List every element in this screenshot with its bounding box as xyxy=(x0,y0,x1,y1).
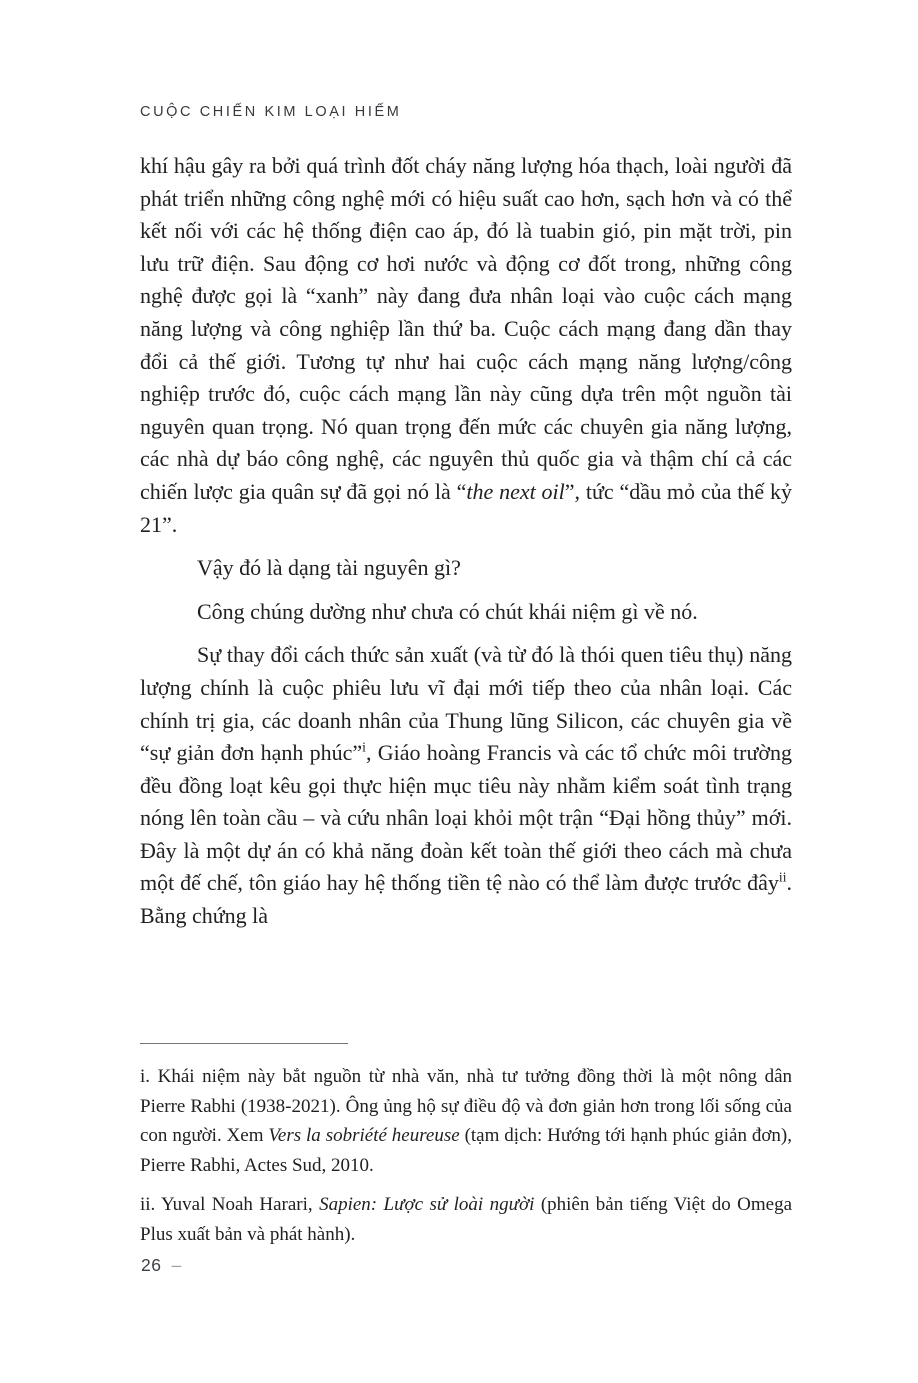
body-paragraph xyxy=(140,552,792,585)
italic-phrase: the next oil xyxy=(466,478,565,504)
body-text-block xyxy=(140,150,792,944)
footnote-item xyxy=(140,1062,792,1180)
page-number-dash: – xyxy=(171,1255,182,1275)
text-run: khí hậu gây ra bởi quá trình đốt cháy năng lượng hóa thạch, loài người đã phát triển những công nghệ mới có hiệu suất cao hơn, sạch hơn và có thể kết nối với các hệ thống điện cao áp, đó là tuabin gió, pin mặt trời, pin lưu trữ điện. Sau động cơ hơi nước và động cơ đốt trong, những công nghệ được gọi là “xanh” này đang đưa nhân loại vào cuộc cách mạng năng lượng và công nghiệp lần thứ ba. Cuộc cách mạng đang dần thay đổi cả thế giới. Tương tự như hai cuộc cách mạng năng lượng/công nghiệp trước đó, cuộc cách mạng lần này cũng dựa trên một nguồn tài nguyên quan trọng. Nó quan trọng đến mức các chuyên gia năng lượng, các nhà dự báo công nghệ, các nguyên thủ quốc gia và thậm chí cả các chiến lược gia quân sự đã gọi nó là “ xyxy=(140,153,792,504)
text-run: (tạm dịch: Hướng tới hạnh phúc giản đơn), Pierre Rabhi, Actes Sud, 2010. xyxy=(140,1125,792,1176)
text-run: i. Khái niệm này bắt nguồn từ nhà văn, nhà tư tưởng đồng thời là một nông dân Pierre Rabhi (1938-2021). Ông ủng hộ sự điều độ và đơn giản hơn trong lối sống của con người. Xem xyxy=(140,1066,792,1146)
footnote-item xyxy=(140,1190,792,1249)
footnotes-block xyxy=(140,1062,792,1259)
text-run: Công chúng dường như chưa có chút khái niệm gì về nó. xyxy=(197,598,698,624)
footnote-separator-rule xyxy=(140,1043,348,1044)
body-paragraph xyxy=(140,639,792,932)
page-number: 26 xyxy=(141,1255,162,1275)
text-run: Vậy đó là dạng tài nguyên gì? xyxy=(197,555,461,581)
footnote-ref-marker: i xyxy=(362,739,366,755)
body-paragraph xyxy=(140,150,792,541)
running-head-title: CUỘC CHIẾN KIM LOẠI HIẾM xyxy=(140,104,402,120)
italic-phrase: Vers la sobriété heureuse xyxy=(268,1125,460,1146)
page-footer xyxy=(141,1255,182,1276)
text-run: (phiên bản tiếng Việt do Omega Plus xuất bản và phát hành). xyxy=(140,1194,793,1245)
footnote-ref-marker: ii xyxy=(778,870,787,886)
body-paragraph xyxy=(140,596,792,629)
italic-phrase: Sapien: Lược sử loài người xyxy=(319,1194,535,1215)
text-run: Sự thay đổi cách thức sản xuất (và từ đó là thói quen tiêu thụ) năng lượng chính là cuộc phiêu lưu vĩ đại mới tiếp theo của nhân loại. Các chính trị gia, các doanh nhân của Thung lũng Silicon, các chuyên gia về “sự giản đơn hạnh phúc” xyxy=(140,642,792,766)
text-run: , Giáo hoàng Francis và các tổ chức môi trường đều đồng loạt kêu gọi thực hiện mục tiêu này nhằm kiểm soát tình trạng nóng lên toàn cầu – và cứu nhân loại khỏi một trận “Đại hồng thủy” mới. Đây là một dự án có khả năng đoàn kết toàn thế giới theo cách mà chưa một đế chế, tôn giáo hay hệ thống tiền tệ nào có thể làm được trước đây xyxy=(140,740,792,896)
text-run: ”, tức “dầu mỏ của thế kỷ 21”. xyxy=(140,478,792,537)
text-run: . Bằng chứng là xyxy=(140,870,792,929)
text-run: ii. Yuval Noah Harari, xyxy=(140,1194,320,1215)
